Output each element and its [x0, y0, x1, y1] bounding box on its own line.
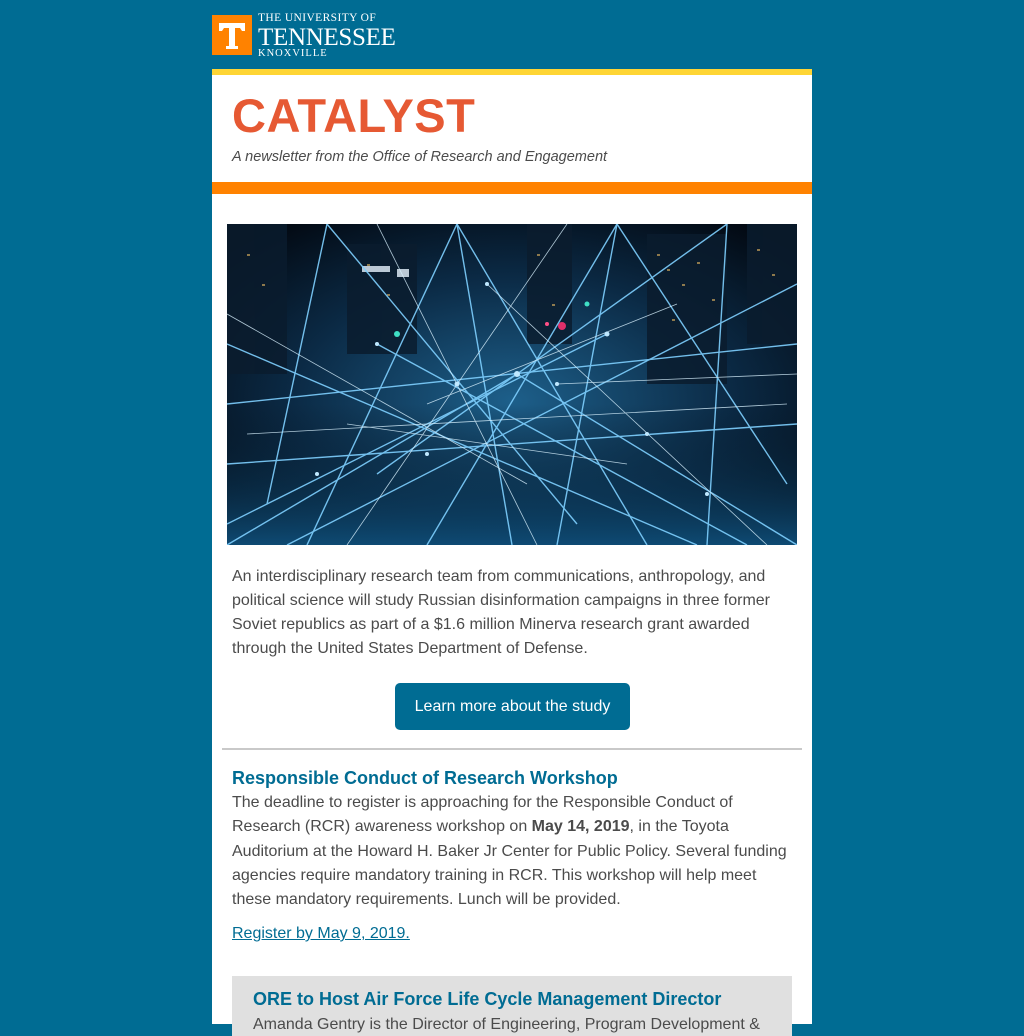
newsletter-body: [212, 194, 812, 1033]
intro-paragraph: An interdisciplinary research team from communications, anthropology, and political science will study Russian disinformation campaigns in three former Soviet republics as part of a $1.6 million Minerva research grant awarded through the United States Department of Defense.: [232, 568, 771, 657]
rcr-date: May 14, 2019: [531, 818, 630, 836]
logo-line-3: KNOXVILLE: [258, 47, 328, 59]
email-container: [212, 0, 812, 1033]
register-link[interactable]: Register by May 9, 2019.: [232, 925, 410, 942]
section-divider: [222, 748, 802, 750]
feature-body: Amanda Gentry is the Director of Engineering, Program Development &: [253, 1016, 760, 1033]
learn-more-button[interactable]: Learn more about the study: [395, 683, 630, 730]
network-lights-image[interactable]: [227, 224, 797, 545]
orange-divider: [212, 182, 812, 194]
feature-title[interactable]: ORE to Host Air Force Life Cycle Management Director: [253, 989, 722, 1009]
rcr-body-part-1: The deadline to register is approaching for the Responsible Conduct of Research (RCR) awareness workshop on: [232, 794, 733, 836]
newsletter-title: CATALYST: [232, 89, 476, 142]
rcr-workshop-body: [232, 791, 792, 912]
masthead: [212, 75, 812, 182]
feature-box: [232, 976, 792, 1036]
newsletter-subtitle: A newsletter from the Office of Research and Engagement: [232, 149, 608, 165]
rcr-body-part-2: , in the Toyota Auditorium at the Howard H. Baker Jr Center for Public Policy. Several funding agencies require mandatory training in RCR. This workshop will help meet these mandatory requirements. Lunch will be provided.: [232, 818, 787, 909]
university-logo[interactable]: [258, 13, 396, 59]
logo-line-2: TENNESSEE: [258, 23, 396, 51]
brand-header: [212, 0, 812, 69]
rcr-workshop-title: Responsible Conduct of Research Workshop: [232, 768, 618, 788]
logo-line-1: THE UNIVERSITY OF: [258, 12, 377, 24]
power-t-icon[interactable]: [212, 15, 252, 55]
